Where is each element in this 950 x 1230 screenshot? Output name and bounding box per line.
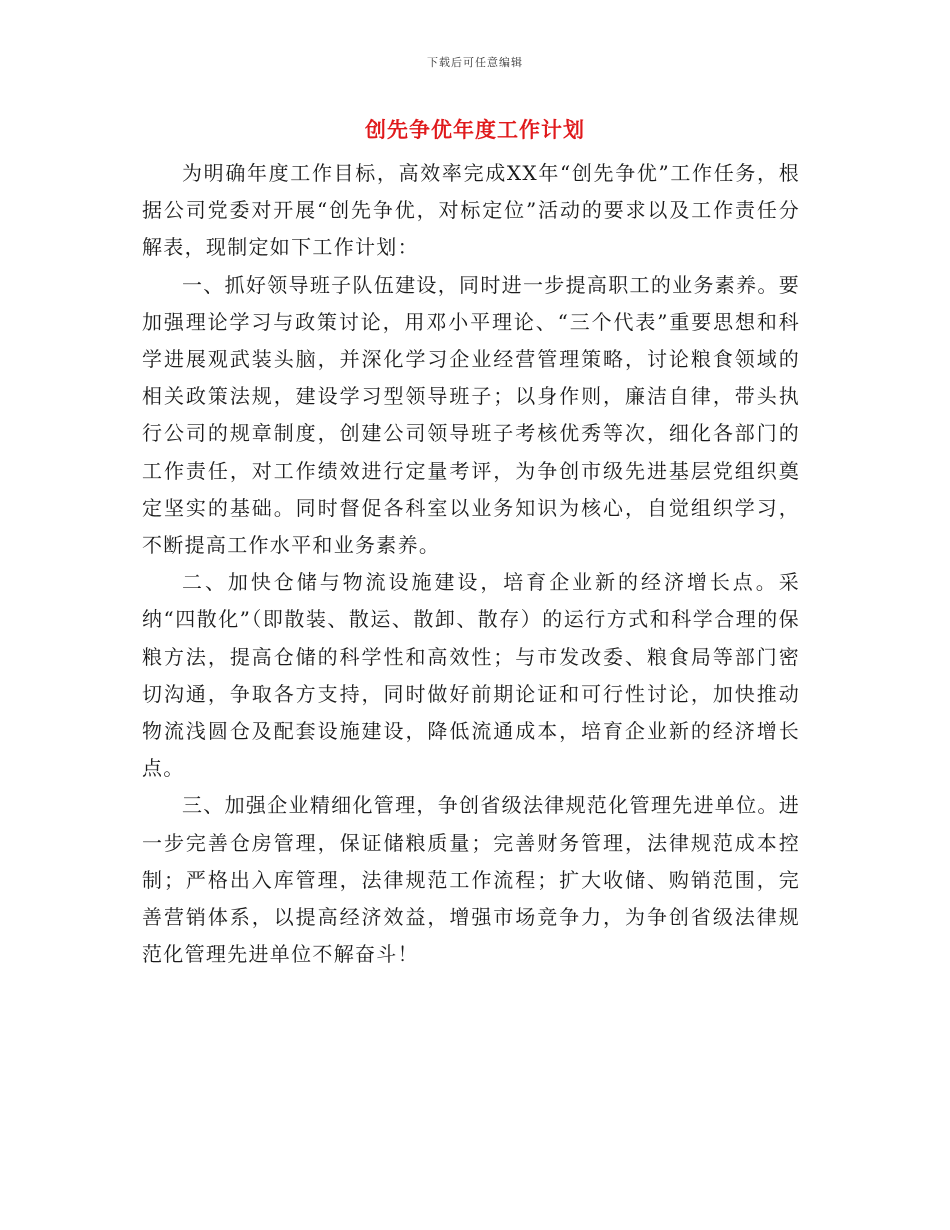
paragraph-intro: 为明确年度工作目标，高效率完成XX年“创先争优”工作任务，根据公司党委对开展“创先争优，对标定位”活动的要求以及工作责任分解表，现制定如下工作计划： xyxy=(142,161,800,260)
document-title: 创先争优年度工作计划 xyxy=(365,117,585,142)
paragraph-section-1: 一、抓好领导班子队伍建设，同时进一步提高职工的业务素养。要加强理论学习与政策讨论，用邓小平理论、“三个代表”重要思想和科学进展观武装头脑，并深化学习企业经营管理策略，讨论粮食领域的相关政策法规，建设学习型领导班子；以身作则，廉洁自律，带头执行公司的规章制度，创建公司领导班子考核优秀等次，细化各部门的工作责任，对工作绩效进行定量考评，为争创市级先进基层党组织奠定坚实的基础。同时督促各科室以业务知识为核心，自觉组织学习，不断提高工作水平和业务素养。 xyxy=(142,272,800,558)
paragraph-section-3: 三、加强企业精细化管理，争创省级法律规范化管理先进单位。进一步完善仓房管理，保证储粮质量；完善财务管理，法律规范成本控制；严格出入库管理，法律规范工作流程；扩大收储、购销范围，完善营销体系，以提高经济效益，增强市场竞争力，为争创省级法律规范化管理先进单位不解奋斗！ xyxy=(142,793,800,967)
header-note: 下载后可任意编辑 xyxy=(427,56,523,69)
document-body xyxy=(142,155,800,973)
paragraph-section-2: 二、加快仓储与物流设施建设，培育企业新的经济增长点。采纳“四散化”（即散装、散运、散卸、散存）的运行方式和科学合理的保粮方法，提高仓储的科学性和高效性；与市发改委、粮食局等部门密切沟通，争取各方支持，同时做好前期论证和可行性讨论，加快推动物流浅圆仓及配套设施建设，降低流通成本，培育企业新的经济增长点。 xyxy=(142,570,800,781)
